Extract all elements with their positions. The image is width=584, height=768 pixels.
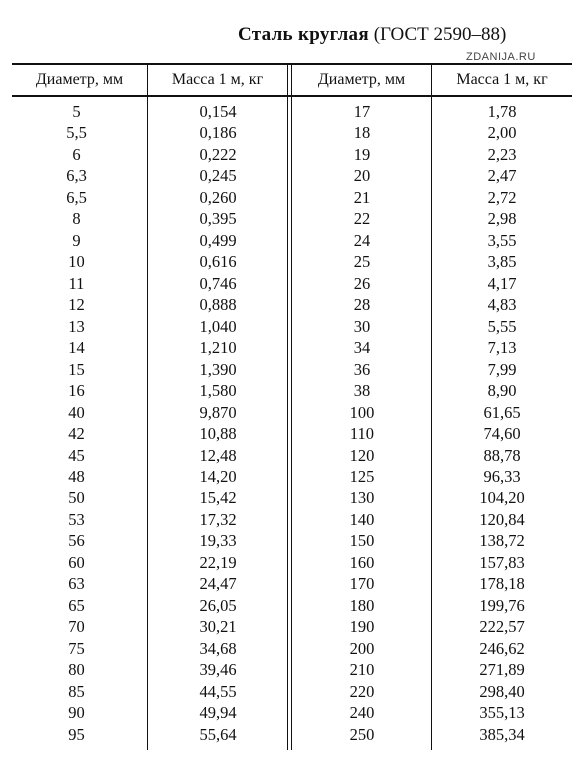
- mass-right-cell: 74,60: [483, 424, 521, 444]
- table-row: [0, 402, 584, 423]
- mass-right-cell: 246,62: [479, 638, 525, 658]
- diameter-left-cell: 11: [68, 273, 85, 293]
- title-main: Сталь круглая: [238, 24, 369, 45]
- mass-left-cell: 0,395: [199, 209, 237, 229]
- mass-right-cell: 2,00: [487, 123, 517, 143]
- diameter-left-cell: 56: [68, 531, 85, 551]
- mass-left-cell: 44,55: [199, 681, 237, 701]
- diameter-left-cell: 15: [68, 359, 85, 379]
- mass-right-cell: 88,78: [483, 445, 521, 465]
- diameter-right-cell: 240: [349, 703, 375, 723]
- mass-right-cell: 3,85: [487, 252, 517, 272]
- mass-right-cell: 120,84: [479, 509, 525, 529]
- diameter-left-cell: 6,5: [66, 187, 87, 207]
- mass-right-cell: 5,55: [487, 316, 517, 336]
- diameter-left-cell: 9: [72, 230, 81, 250]
- table-top-rule: [12, 63, 572, 65]
- diameter-right-cell: 36: [353, 359, 371, 379]
- diameter-right-cell: 25: [353, 252, 371, 272]
- mass-left-cell: 39,46: [199, 660, 237, 680]
- diameter-left-cell: 6,3: [66, 166, 87, 186]
- diameter-right-cell: 130: [349, 488, 375, 508]
- mass-left-cell: 19,33: [199, 531, 237, 551]
- mass-right-cell: 355,13: [479, 703, 525, 723]
- table-row: [0, 702, 584, 723]
- mass-right-cell: 385,34: [479, 724, 525, 744]
- diameter-right-cell: 19: [353, 144, 371, 164]
- diameter-left-cell: 80: [68, 660, 85, 680]
- diameter-right-cell: 34: [353, 338, 371, 358]
- diameter-right-cell: 220: [349, 681, 375, 701]
- diameter-right-cell: 120: [349, 445, 375, 465]
- diameter-right-cell: 180: [349, 595, 375, 615]
- table-row: [0, 273, 584, 294]
- table-row: [0, 230, 584, 251]
- mass-right-cell: 138,72: [479, 531, 525, 551]
- mass-right-cell: 7,99: [487, 359, 517, 379]
- mass-left-cell: 24,47: [199, 574, 237, 594]
- diameter-right-cell: 250: [349, 724, 375, 744]
- mass-left-cell: 1,040: [199, 316, 237, 336]
- mass-right-cell: 178,18: [479, 574, 525, 594]
- mass-right-cell: 8,90: [487, 381, 517, 401]
- mass-left-cell: 9,870: [199, 402, 237, 422]
- table-row: [0, 530, 584, 551]
- table-row: [0, 294, 584, 315]
- mass-left-cell: 1,580: [199, 381, 237, 401]
- mass-left-cell: 0,154: [199, 102, 237, 121]
- table-row: [0, 509, 584, 530]
- mass-left-cell: 0,260: [199, 187, 237, 207]
- table-row: [0, 208, 584, 229]
- table-row: [0, 659, 584, 680]
- table-row: [0, 187, 584, 208]
- table-row: [0, 337, 584, 358]
- mass-right-cell: 61,65: [483, 402, 521, 422]
- diameter-right-cell: 28: [353, 295, 371, 315]
- diameter-left-cell: 50: [68, 488, 85, 508]
- diameter-left-cell: 40: [68, 402, 85, 422]
- diameter-right-cell: 17: [353, 102, 371, 121]
- table-row: [0, 552, 584, 573]
- table-row: [0, 380, 584, 401]
- diameter-left-cell: 70: [68, 617, 85, 637]
- mass-right-cell: 2,72: [487, 187, 517, 207]
- table-title: [238, 24, 506, 46]
- diameter-right-cell: 160: [349, 552, 375, 572]
- mass-left-cell: 12,48: [199, 445, 237, 465]
- mass-right-cell: 271,89: [479, 660, 525, 680]
- table-row: [0, 445, 584, 466]
- diameter-right-cell: 24: [353, 230, 371, 250]
- table-row: [0, 122, 584, 143]
- diameter-left-cell: 5: [72, 102, 81, 121]
- mass-left-cell: 17,32: [199, 509, 237, 529]
- mass-left-cell: 0,245: [199, 166, 237, 186]
- diameter-left-cell: 13: [68, 316, 85, 336]
- header-diameter-left: Диаметр, мм: [35, 71, 124, 88]
- diameter-right-cell: 100: [349, 402, 375, 422]
- mass-right-cell: 2,23: [487, 144, 517, 164]
- diameter-left-cell: 53: [68, 509, 85, 529]
- mass-right-cell: 104,20: [479, 488, 525, 508]
- diameter-left-cell: 45: [68, 445, 85, 465]
- mass-left-cell: 30,21: [199, 617, 237, 637]
- diameter-right-cell: 210: [349, 660, 375, 680]
- table-row: [0, 466, 584, 487]
- mass-left-cell: 0,186: [199, 123, 237, 143]
- table-row: [0, 616, 584, 637]
- diameter-left-cell: 42: [68, 424, 85, 444]
- diameter-left-cell: 14: [68, 338, 85, 358]
- mass-right-cell: 1,78: [487, 102, 517, 121]
- diameter-right-cell: 26: [353, 273, 371, 293]
- mass-left-cell: 10,88: [199, 424, 237, 444]
- mass-left-cell: 49,94: [199, 703, 237, 723]
- mass-left-cell: 34,68: [199, 638, 237, 658]
- diameter-left-cell: 12: [68, 295, 85, 315]
- diameter-left-cell: 8: [72, 209, 81, 229]
- mass-right-cell: 4,83: [487, 295, 517, 315]
- diameter-left-cell: 63: [68, 574, 85, 594]
- diameter-right-cell: 170: [349, 574, 375, 594]
- table-row: [0, 681, 584, 702]
- diameter-left-cell: 5,5: [66, 123, 87, 143]
- mass-left-cell: 55,64: [199, 724, 237, 744]
- mass-left-cell: 26,05: [199, 595, 237, 615]
- header-mass-left: Масса 1 м, кг: [171, 71, 264, 88]
- mass-left-cell: 1,210: [199, 338, 237, 358]
- header-diameter-right: Диаметр, мм: [317, 71, 406, 88]
- mass-right-cell: 4,17: [487, 273, 517, 293]
- mass-right-cell: 96,33: [483, 466, 521, 486]
- table-row: [0, 595, 584, 616]
- diameter-right-cell: 20: [353, 166, 371, 186]
- diameter-right-cell: 110: [349, 424, 375, 444]
- mass-left-cell: 0,746: [199, 273, 237, 293]
- mass-left-cell: 0,222: [199, 144, 237, 164]
- table-row: [0, 573, 584, 594]
- table-row: [0, 423, 584, 444]
- diameter-right-cell: 150: [349, 531, 375, 551]
- watermark: ZDANIJA.RU: [466, 51, 536, 63]
- table-row: [0, 144, 584, 165]
- diameter-left-cell: 16: [68, 381, 85, 401]
- mass-left-cell: 14,20: [199, 466, 237, 486]
- mass-left-cell: 22,19: [199, 552, 237, 572]
- diameter-right-cell: 22: [353, 209, 371, 229]
- diameter-right-cell: 30: [353, 316, 371, 336]
- mass-right-cell: 7,13: [487, 338, 517, 358]
- diameter-left-cell: 48: [68, 466, 85, 486]
- mass-left-cell: 0,616: [199, 252, 237, 272]
- diameter-left-cell: 60: [68, 552, 85, 572]
- diameter-right-cell: 190: [349, 617, 375, 637]
- mass-left-cell: 1,390: [199, 359, 237, 379]
- title-standard: (ГОСТ 2590–88): [373, 24, 507, 45]
- diameter-right-cell: 200: [349, 638, 375, 658]
- diameter-left-cell: 75: [68, 638, 85, 658]
- table-row: [0, 165, 584, 186]
- diameter-right-cell: 140: [349, 509, 375, 529]
- mass-right-cell: 2,47: [487, 166, 517, 186]
- diameter-left-cell: 85: [68, 681, 85, 701]
- diameter-left-cell: 90: [68, 703, 85, 723]
- mass-right-cell: 199,76: [479, 595, 525, 615]
- diameter-left-cell: 10: [68, 252, 85, 272]
- table-row: [0, 316, 584, 337]
- mass-right-cell: 3,55: [487, 230, 517, 250]
- table-row: [0, 359, 584, 380]
- table-row: [0, 101, 584, 122]
- mass-right-cell: 157,83: [479, 552, 525, 572]
- table-row: [0, 487, 584, 508]
- mass-right-cell: 298,40: [479, 681, 525, 701]
- mass-left-cell: 15,42: [199, 488, 237, 508]
- header-bottom-rule: [12, 95, 572, 97]
- table-row: [0, 251, 584, 272]
- mass-left-cell: 0,888: [199, 295, 237, 315]
- mass-left-cell: 0,499: [199, 230, 237, 250]
- diameter-left-cell: 95: [68, 724, 85, 744]
- diameter-right-cell: 21: [353, 187, 371, 207]
- mass-right-cell: 2,98: [487, 209, 517, 229]
- diameter-right-cell: 18: [353, 123, 371, 143]
- table-row: [0, 638, 584, 659]
- diameter-right-cell: 125: [349, 466, 375, 486]
- header-mass-right: Масса 1 м, кг: [456, 71, 548, 88]
- diameter-left-cell: 65: [68, 595, 85, 615]
- table-row: [0, 724, 584, 745]
- diameter-right-cell: 38: [353, 381, 371, 401]
- diameter-left-cell: 6: [72, 144, 81, 164]
- mass-right-cell: 222,57: [479, 617, 525, 637]
